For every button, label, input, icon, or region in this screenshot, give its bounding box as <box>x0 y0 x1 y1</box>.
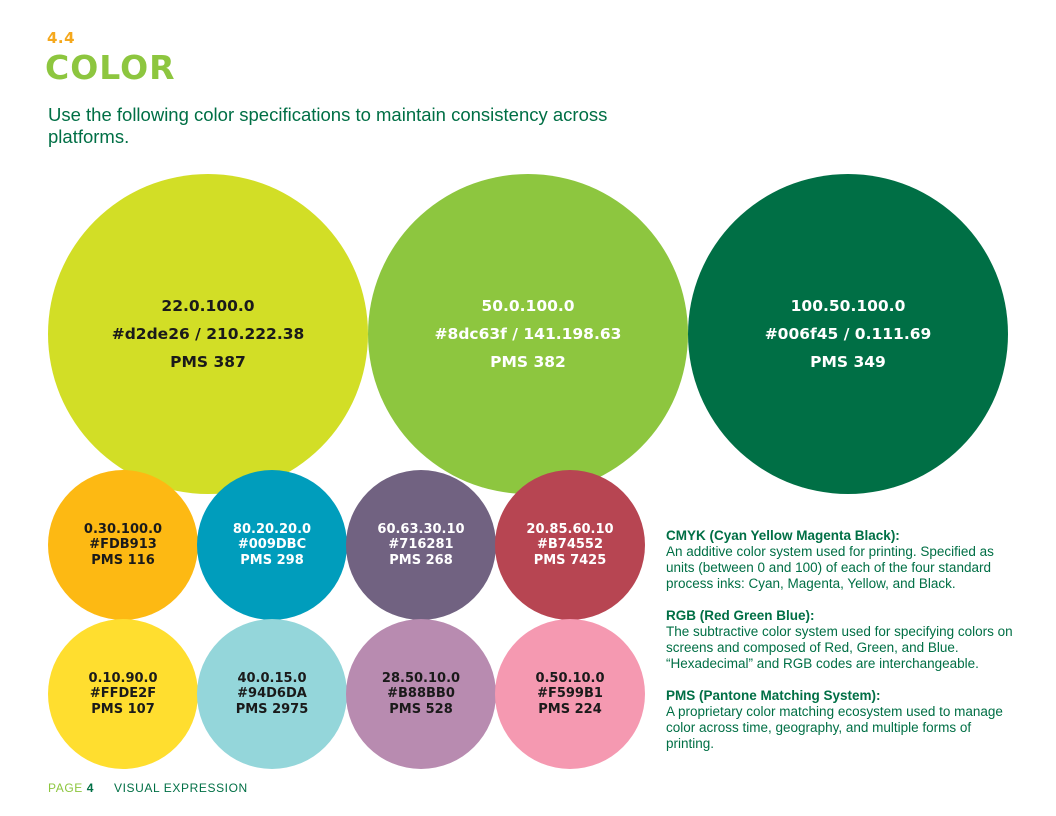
swatch-cmyk: 0.10.90.0 <box>88 670 158 686</box>
swatch-secondary-4 <box>495 470 645 620</box>
swatch-secondary-8 <box>495 619 645 769</box>
footer-section: VISUAL EXPRESSION <box>114 781 248 795</box>
swatch-cmyk: 100.50.100.0 <box>790 297 906 315</box>
swatch-cmyk: 22.0.100.0 <box>161 297 255 315</box>
swatch-secondary-2 <box>197 470 347 620</box>
swatch-cmyk: 20.85.60.10 <box>526 521 614 537</box>
swatch-hex: #F599B1 <box>537 686 603 702</box>
swatch-pms: PMS 387 <box>170 353 246 371</box>
legend-rgb <box>666 608 1016 672</box>
swatch-pms: PMS 268 <box>389 552 453 568</box>
section-number: 4.4 <box>47 29 76 47</box>
swatch-secondary-5 <box>48 619 198 769</box>
intro-text: Use the following color specifications to maintain consistency across platforms. <box>48 104 608 147</box>
legend-heading: CMYK (Cyan Yellow Magenta Black): <box>666 528 900 543</box>
swatch-primary-2 <box>368 174 688 494</box>
swatch-pms: PMS 107 <box>91 701 155 717</box>
legend-text: A proprietary color matching ecosystem used to manage color across time, geography, and multiple forms of printing. <box>666 704 1003 751</box>
page-number: 4 <box>86 781 95 795</box>
swatch-hex: #B88BB0 <box>387 686 455 702</box>
page-label: PAGE <box>48 781 83 795</box>
swatch-primary-3 <box>688 174 1008 494</box>
swatch-pms: PMS 2975 <box>235 701 309 717</box>
swatch-pms: PMS 298 <box>240 552 304 568</box>
swatch-pms: PMS 116 <box>91 552 155 568</box>
swatch-hex-rgb: #006f45 / 0.111.69 <box>764 325 932 343</box>
swatch-pms: PMS 224 <box>538 701 602 717</box>
legend-text: The subtractive color system used for specifying colors on screens and composed of Red, Green, and Blue. “Hexadecimal” and RGB codes are interchangeable. <box>666 624 1013 671</box>
swatch-pms: PMS 7425 <box>533 552 607 568</box>
swatch-cmyk: 28.50.10.0 <box>381 670 461 686</box>
swatch-cmyk: 50.0.100.0 <box>481 297 575 315</box>
legend-pms <box>666 688 1016 752</box>
swatch-hex: #FFDE2F <box>89 686 157 702</box>
swatch-hex: #716281 <box>388 537 454 553</box>
swatch-cmyk: 0.50.10.0 <box>535 670 605 686</box>
legend-cmyk <box>666 528 1016 592</box>
swatch-cmyk: 40.0.15.0 <box>237 670 307 686</box>
legend-heading: RGB (Red Green Blue): <box>666 608 815 623</box>
swatch-pms: PMS 349 <box>810 353 886 371</box>
page-title: COLOR <box>45 48 176 87</box>
swatch-secondary-7 <box>346 619 496 769</box>
swatch-cmyk: 0.30.100.0 <box>83 521 163 537</box>
swatch-primary-1 <box>48 174 368 494</box>
swatch-hex-rgb: #d2de26 / 210.222.38 <box>111 325 305 343</box>
swatch-secondary-6 <box>197 619 347 769</box>
swatch-pms: PMS 528 <box>389 701 453 717</box>
page-footer <box>48 781 248 795</box>
swatch-hex: #FDB913 <box>89 537 157 553</box>
swatch-hex: #94D6DA <box>237 686 307 702</box>
swatch-secondary-3 <box>346 470 496 620</box>
swatch-pms: PMS 382 <box>490 353 566 371</box>
swatch-secondary-1 <box>48 470 198 620</box>
swatch-hex: #B74552 <box>536 537 604 553</box>
swatch-cmyk: 60.63.30.10 <box>377 521 465 537</box>
legend-heading: PMS (Pantone Matching System): <box>666 688 881 703</box>
legend-text: An additive color system used for printing. Specified as units (between 0 and 100) of each of the four standard process inks: Cyan, Magenta, Yellow, and Black. <box>666 544 994 591</box>
swatch-cmyk: 80.20.20.0 <box>232 521 312 537</box>
swatch-hex: #009DBC <box>237 537 307 553</box>
swatch-hex-rgb: #8dc63f / 141.198.63 <box>434 325 622 343</box>
